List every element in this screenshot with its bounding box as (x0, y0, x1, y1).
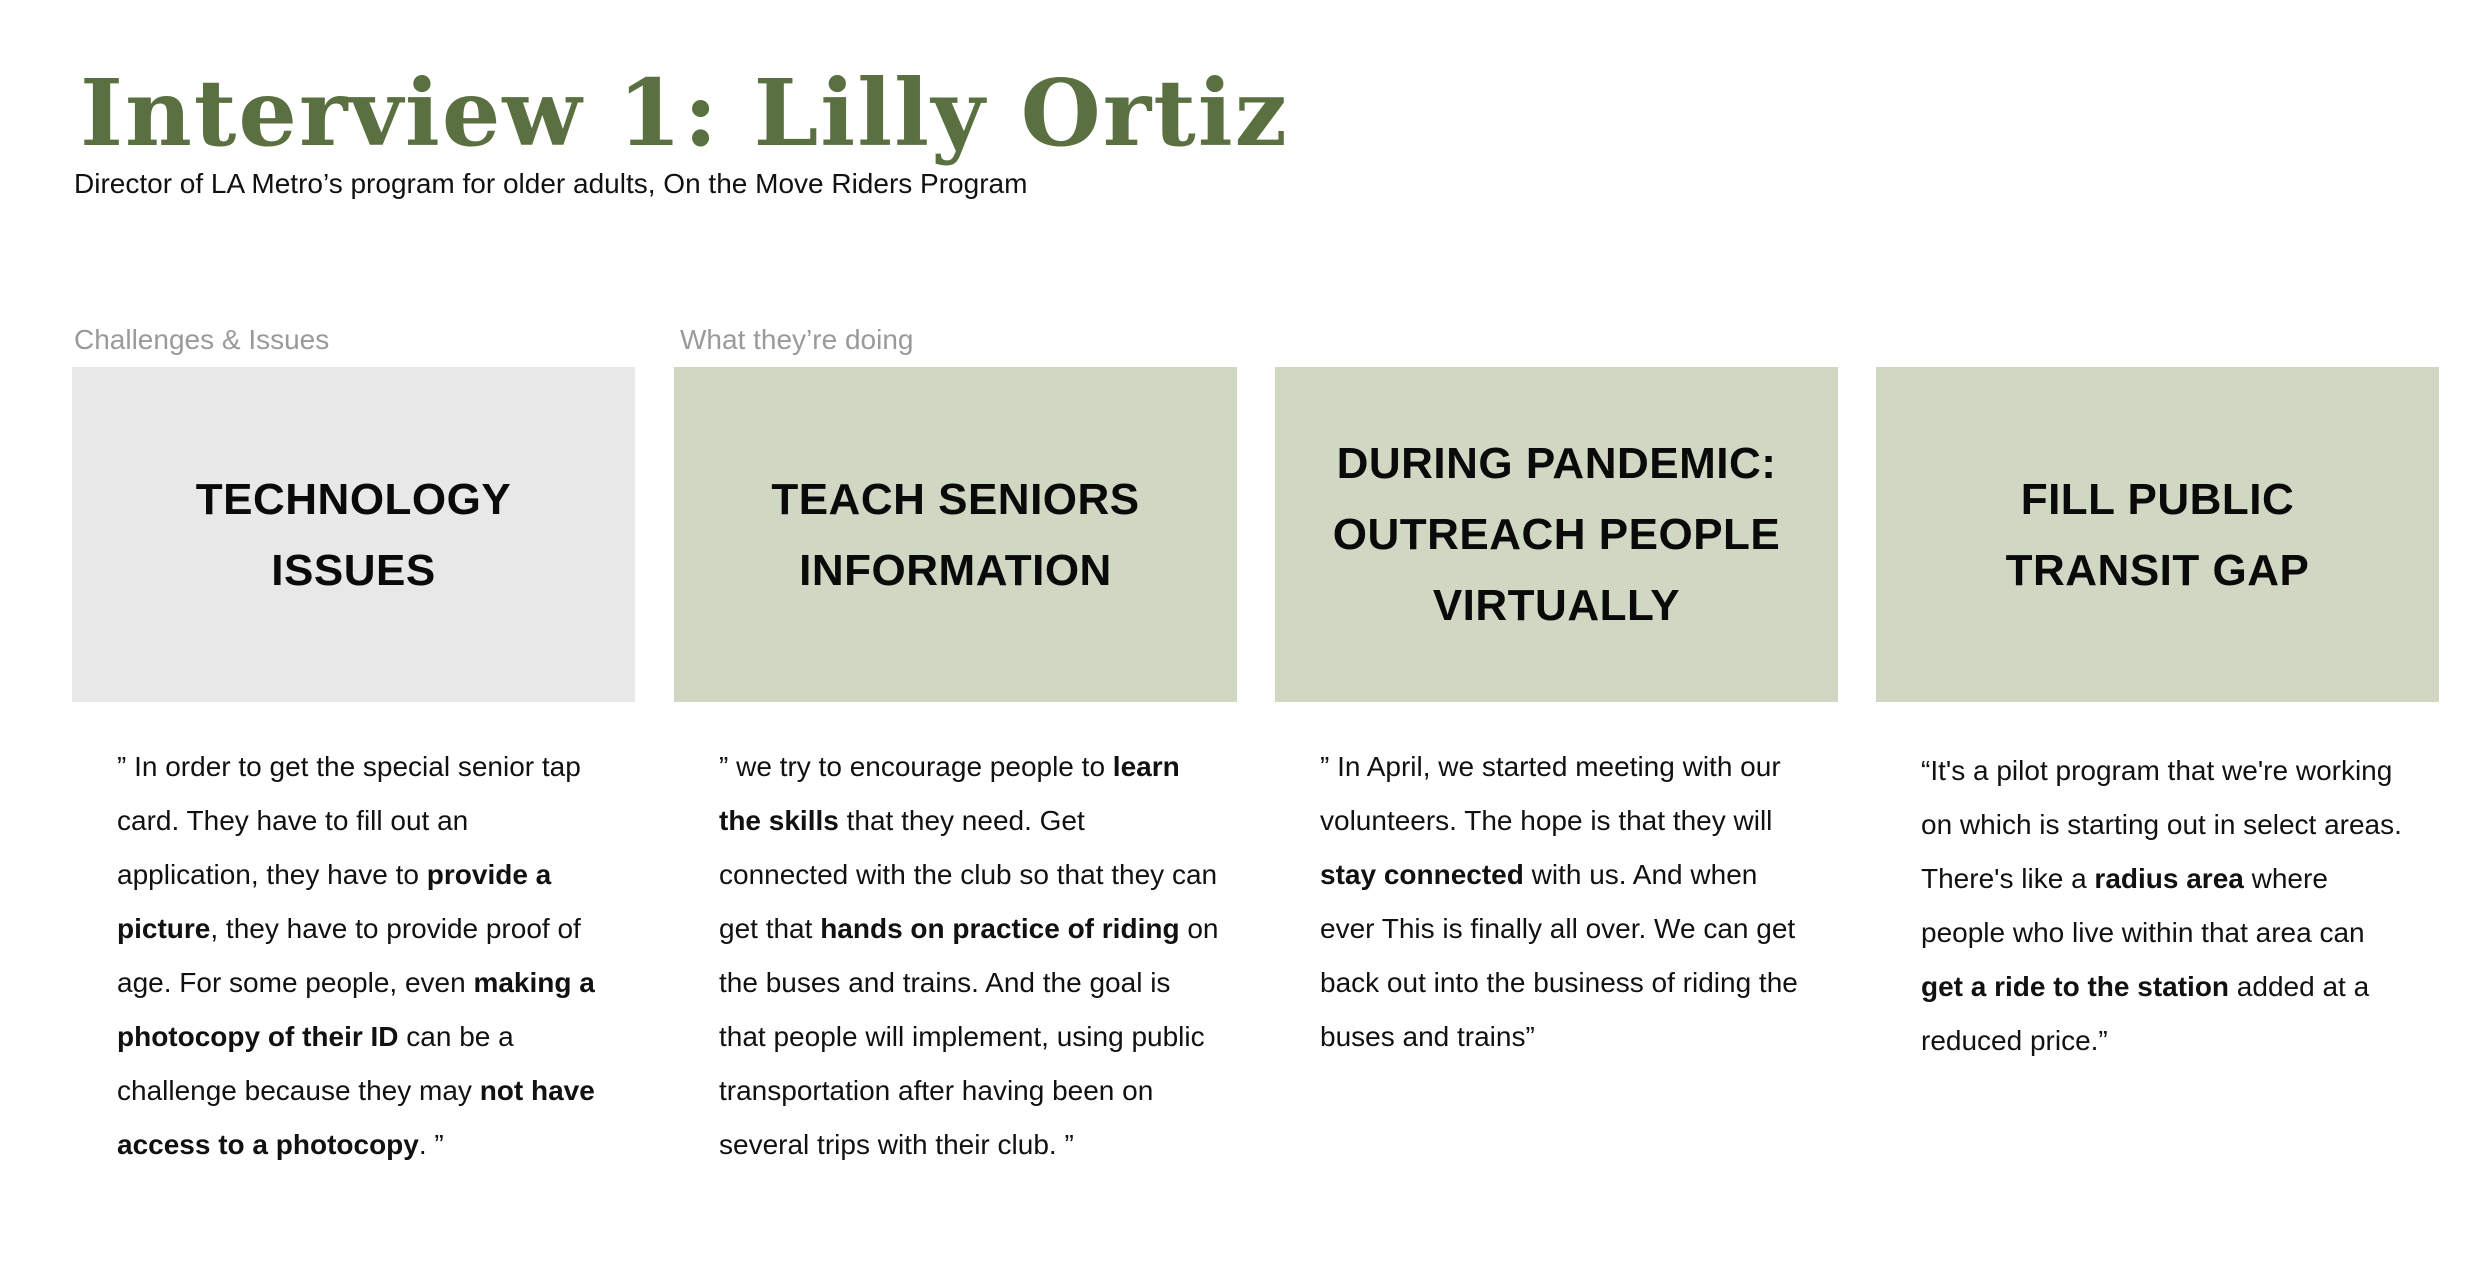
card-title: FILL PUBLIC TRANSIT GAP (2005, 474, 2310, 595)
quote-emphasis: hands on practice of riding (820, 913, 1180, 944)
section-label-what-doing: What they’re doing (680, 324, 914, 355)
card-fill-transit-gap (1876, 367, 2439, 702)
quote-text: added at a reduced price.” (1921, 971, 2370, 1056)
quote-text: ” we try to encourage people to (719, 751, 1113, 782)
quote-emphasis: stay connected (1320, 859, 1524, 890)
page-title: Interview 1: Lilly Ortiz (80, 59, 1289, 167)
quote-emphasis: making a photocopy of their ID (117, 967, 595, 1052)
quote-text: that they need. Get connected with the club so that they can get that (719, 805, 1218, 944)
quote-text: “It's a pilot program that we're working on which is starting out in select areas. There's like a (1921, 755, 2402, 894)
quote-text: , they have to provide proof of age. For some people, even (117, 913, 581, 998)
quote-emphasis: get a ride to the station (1921, 971, 2230, 1002)
quote-text: on the buses and trains. And the goal is that people will implement, using public transportation after having been on several trips with their club. ” (719, 913, 1219, 1160)
quote-text: ” In April, we started meeting with our volunteers. The hope is that they will (1320, 751, 1781, 836)
quote-emphasis: provide a picture (117, 859, 552, 944)
quote-emphasis: radius area (2094, 863, 2244, 894)
quote-text: with us. And when ever This is finally all over. We can get back out into the business of riding the buses and trains” (1320, 859, 1798, 1052)
card-title: TEACH SENIORS INFORMATION (771, 474, 1140, 595)
section-label-challenges: Challenges & Issues (74, 324, 330, 355)
quote-text: can be a challenge because they may (117, 1021, 514, 1106)
quote-text: . ” (418, 1129, 444, 1160)
card-technology-issues (72, 367, 635, 702)
card-title: DURING PANDEMIC: OUTREACH PEOPLE VIRTUALLY (1332, 439, 1781, 630)
quote-technology-issues (117, 740, 617, 1172)
quote-text: ” In order to get the special senior tap card. They have to fill out an application, they have to (117, 751, 581, 890)
quote-pandemic-outreach (1320, 740, 1815, 1064)
quote-emphasis: learn the skills (719, 751, 1180, 836)
page-subtitle: Director of LA Metro’s program for older adults, On the Move Riders Program (74, 168, 1028, 199)
card-title: TECHNOLOGY ISSUES (195, 474, 512, 595)
quote-text: where people who live within that area can (1921, 863, 2365, 948)
quote-teach-seniors (719, 740, 1219, 1172)
card-teach-seniors (674, 367, 1237, 702)
quote-emphasis: not have access to a photocopy (117, 1075, 595, 1160)
quote-fill-transit-gap (1921, 744, 2411, 1068)
card-pandemic-outreach (1275, 367, 1838, 702)
